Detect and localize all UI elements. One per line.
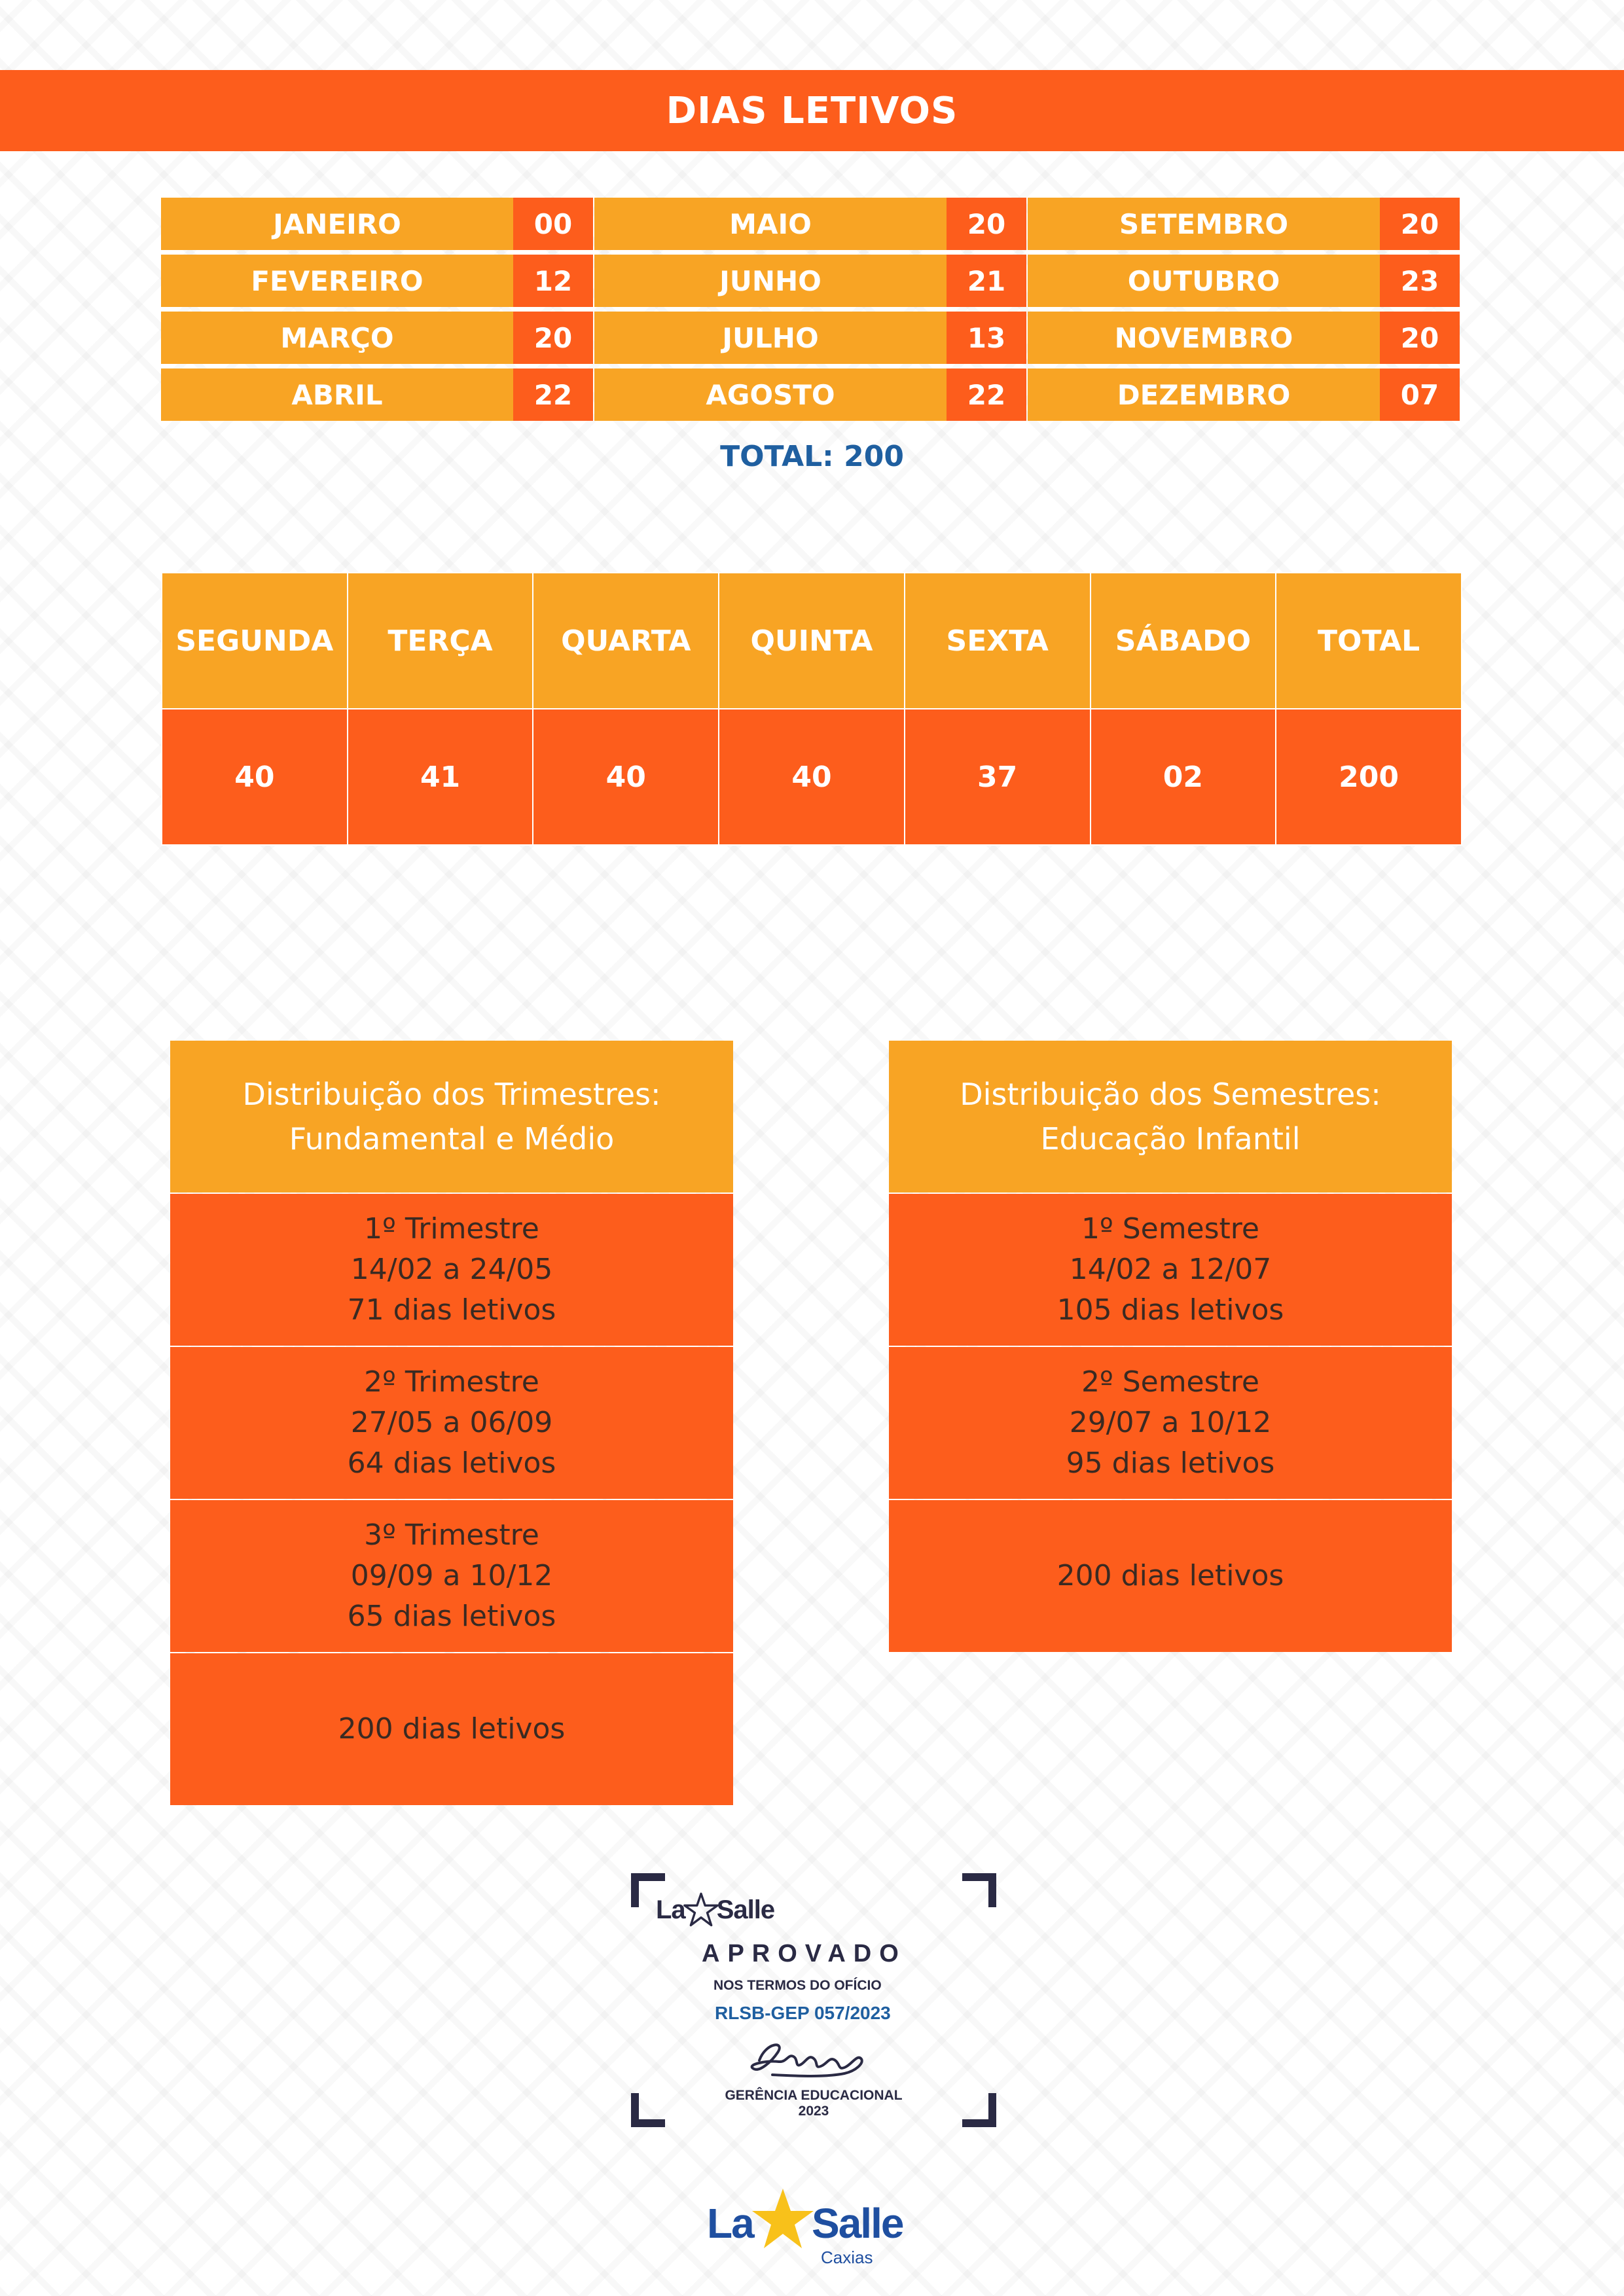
month-name: DEZEMBRO [1028, 368, 1380, 421]
weekday-value: 200 [1276, 709, 1462, 845]
stamp-corner [962, 1873, 996, 1907]
trimester-name: 3º Trimestre [364, 1518, 539, 1552]
logo-salle: Salle [812, 2200, 903, 2247]
stamp-logo-la: La [656, 1895, 685, 1924]
semester-days: 105 dias letivos [1056, 1293, 1284, 1327]
semester-dates: 14/02 a 12/07 [1069, 1253, 1272, 1286]
logo-la: La [707, 2200, 753, 2247]
weekday-header: SEGUNDA [162, 573, 348, 709]
month-days: 23 [1380, 255, 1460, 307]
weekday-values-row [162, 709, 1462, 845]
page-title: DIAS LETIVOS [666, 89, 958, 132]
trimester-days: 65 dias letivos [347, 1600, 556, 1633]
semester-name: 2º Semestre [1081, 1365, 1259, 1399]
star-outline-icon [683, 1892, 719, 1928]
months-row [161, 368, 1462, 421]
trimester-dates: 27/05 a 06/09 [350, 1406, 553, 1439]
weekday-value: 40 [719, 709, 905, 845]
la-salle-logo [707, 2186, 916, 2265]
trimester-total-row [170, 1653, 733, 1805]
month-cell [594, 312, 1026, 364]
trimester-name: 2º Trimestre [364, 1365, 539, 1399]
month-days: 07 [1380, 368, 1460, 421]
stamp-department-name: GERÊNCIA EDUCACIONAL [725, 2088, 903, 2103]
semester-row [889, 1347, 1452, 1499]
months-grid [161, 198, 1462, 425]
month-cell [161, 368, 593, 421]
weekday-table [161, 572, 1462, 846]
weekday-header: SÁBADO [1091, 573, 1276, 709]
trimester-days: 71 dias letivos [347, 1293, 556, 1327]
semester-dates: 29/07 a 10/12 [1069, 1406, 1272, 1439]
month-cell [594, 368, 1026, 421]
month-name: ABRIL [161, 368, 513, 421]
semester-table [889, 1041, 1452, 1652]
total-days: TOTAL: 200 [720, 440, 904, 473]
trimester-row [170, 1347, 733, 1499]
weekday-header-row [162, 573, 1462, 709]
month-name: AGOSTO [594, 368, 947, 421]
trimester-dates: 09/09 a 10/12 [350, 1559, 553, 1592]
logo-city: Caxias [821, 2248, 873, 2267]
month-cell [1028, 368, 1460, 421]
month-days: 00 [513, 198, 593, 250]
months-row [161, 312, 1462, 364]
month-cell [161, 312, 593, 364]
trimester-total: 200 dias letivos [338, 1712, 566, 1746]
month-name: JANEIRO [161, 198, 513, 250]
month-days: 22 [513, 368, 593, 421]
star-icon [750, 2186, 816, 2251]
stamp-logo [656, 1892, 774, 1928]
semester-name: 1º Semestre [1081, 1212, 1259, 1246]
semester-total: 200 dias letivos [1056, 1559, 1284, 1592]
month-name: SETEMBRO [1028, 198, 1380, 250]
weekday-header: QUINTA [719, 573, 905, 709]
weekday-value: 37 [905, 709, 1091, 845]
month-cell [594, 198, 1026, 250]
month-cell [1028, 198, 1460, 250]
semester-header [889, 1041, 1452, 1193]
month-days: 20 [1380, 312, 1460, 364]
month-days: 20 [947, 198, 1026, 250]
month-name: NOVEMBRO [1028, 312, 1380, 364]
month-name: JUNHO [594, 255, 947, 307]
month-days: 22 [947, 368, 1026, 421]
month-days: 21 [947, 255, 1026, 307]
month-days: 13 [947, 312, 1026, 364]
stamp-reference: RLSB-GEP 057/2023 [715, 2003, 891, 2023]
weekday-header: QUARTA [533, 573, 719, 709]
weekday-value: 40 [533, 709, 719, 845]
weekday-header: TERÇA [348, 573, 533, 709]
month-name: JULHO [594, 312, 947, 364]
month-days: 12 [513, 255, 593, 307]
trimester-table [170, 1041, 733, 1805]
approval-stamp [628, 1872, 999, 2128]
stamp-terms: NOS TERMOS DO OFÍCIO [713, 1978, 882, 1993]
trimester-dates: 14/02 a 24/05 [350, 1253, 553, 1286]
month-cell [594, 255, 1026, 307]
semester-total-row [889, 1500, 1452, 1652]
semester-days: 95 dias letivos [1066, 1446, 1275, 1480]
trimester-header [170, 1041, 733, 1193]
month-name: MAIO [594, 198, 947, 250]
weekday-value: 41 [348, 709, 533, 845]
trimester-name: 1º Trimestre [364, 1212, 539, 1246]
stamp-year: 2023 [798, 2104, 829, 2119]
month-cell [1028, 312, 1460, 364]
stamp-approved: APROVADO [702, 1940, 907, 1967]
month-cell [161, 255, 593, 307]
month-name: MARÇO [161, 312, 513, 364]
stamp-logo-salle: Salle [716, 1895, 775, 1924]
semester-row [889, 1194, 1452, 1346]
weekday-header: TOTAL [1276, 573, 1462, 709]
month-name: FEVEREIRO [161, 255, 513, 307]
month-name: OUTUBRO [1028, 255, 1380, 307]
weekday-header: SEXTA [905, 573, 1091, 709]
weekday-value: 02 [1091, 709, 1276, 845]
trimester-title-line1: Distribuição dos Trimestres: [242, 1077, 661, 1112]
signature-icon [746, 2034, 877, 2080]
month-cell [1028, 255, 1460, 307]
months-row [161, 255, 1462, 307]
month-days: 20 [1380, 198, 1460, 250]
semester-title-line1: Distribuição dos Semestres: [960, 1077, 1381, 1112]
stamp-department [628, 2088, 999, 2119]
trimester-title-line2: Fundamental e Médio [289, 1121, 615, 1157]
title-bar [0, 70, 1624, 151]
trimester-days: 64 dias letivos [347, 1446, 556, 1480]
semester-title-line2: Educação Infantil [1040, 1121, 1301, 1157]
trimester-row [170, 1500, 733, 1652]
months-row [161, 198, 1462, 250]
trimester-row [170, 1194, 733, 1346]
month-days: 20 [513, 312, 593, 364]
month-cell [161, 198, 593, 250]
weekday-value: 40 [162, 709, 348, 845]
